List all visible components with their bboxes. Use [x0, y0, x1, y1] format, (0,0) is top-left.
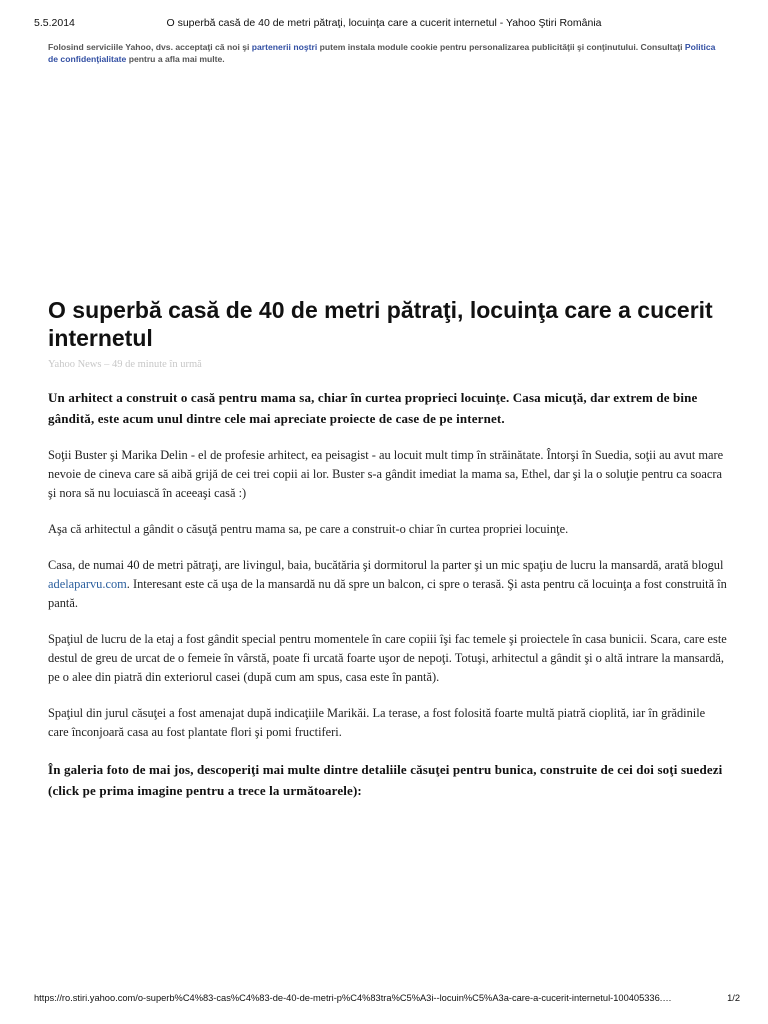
cookie-text: pentru a afla mai multe.	[126, 54, 225, 64]
article-lead: Un arhitect a construit o casă pentru mama sa, chiar în curtea proprieci locuinţe. Casa micuţă, dar extrem de bine gândită, este acum unul dintre cele mai apreciate proiecte de case de pe internet.	[48, 390, 698, 426]
article-byline: Yahoo News – 49 de minute în urmă	[48, 359, 202, 370]
privacy-policy-link[interactable]: Politica de confidenţialitate	[48, 42, 716, 64]
article-paragraph	[48, 556, 728, 613]
print-date: 5.5.2014	[34, 17, 75, 29]
page-url: https://ro.stiri.yahoo.com/o-superb%C4%83-cas%C4%83-de-40-de-metri-p%C4%83tra%C5%A3i--locuin%C5%A3a-care-a-cucerit-internetul-100405336.…	[34, 993, 672, 1003]
cookie-text: putem instala module cookie pentru personalizarea publicităţii şi conţinutului. Consultaţi	[317, 42, 685, 52]
gallery-intro: În galeria foto de mai jos, descoperiţi mai multe dintre detaliile căsuţei pentru bunica, construite de cei doi soţi suedezi (click pe prima imagine pentru a trece la următoarele):	[48, 762, 723, 798]
paragraph-text: . Interesant este că uşa de la mansardă nu dă spre un balcon, ci spre o terasă. Şi asta pentru că locuinţa a fost construită în pantă.	[48, 577, 727, 610]
paragraph-text: Casa, de numai 40 de metri pătraţi, are livingul, baia, bucătăria şi dormitorul la parter şi un mic spaţiu de lucru la mansardă, arată blogul	[48, 558, 724, 572]
blog-link[interactable]: adelaparvu.com	[48, 577, 127, 591]
article-paragraph: Soţii Buster şi Marika Delin - el de profesie arhitect, ea peisagist - au locuit mult timp în străinătate. Întorşi în Suedia, soţii au avut mare nevoie de cineva care să aibă grijă de cei trei copii ai lor. Buster s-a gândit imediat la mama sa, Ethel, dar şi la o soluţie pentru ca soacra şi nora să nu locuiască în aceeaşi casă :)	[48, 448, 724, 500]
article-title: O superbă casă de 40 de metri pătraţi, locuinţa care a cucerit internetul	[48, 297, 713, 351]
partners-link[interactable]: partenerii noştri	[251, 42, 318, 52]
print-page-title: O superbă casă de 40 de metri pătraţi, locuinţa care a cucerit internetul - Yahoo Ştiri România	[166, 17, 602, 29]
article-paragraph: Spaţiul de lucru de la etaj a fost gândit special pentru momentele în care copiii îşi fac temele şi proiectele în casa bunicii. Scara, care este destul de greu de urcat de o femeie în vârstă, poate fi urcată foarte uşor de nepoţi. Totuşi, arhitectul a gândit şi o altă intrare la mansardă, pe o alee din piatră din exteriorul casei (după cum am spus, casa este în pantă).	[48, 632, 727, 684]
article-body	[48, 387, 728, 818]
cookie-text: Folosind serviciile Yahoo, dvs. acceptaţi că noi şi	[48, 42, 252, 52]
cookie-notice	[48, 41, 720, 65]
article-paragraph: Aşa că arhitectul a gândit o căsuţă pentru mama sa, pe care a construit-o chiar în curtea propriei locuinţe.	[48, 522, 569, 536]
page-number: 1/2	[727, 993, 740, 1003]
article-paragraph: Spaţiul din jurul căsuţei a fost amenajat după indicaţiile Marikăi. La terase, a fost folosită foarte multă piatră cioplită, iar în grădinile care înconjoară casa au fost plantate flori şi pomi fructiferi.	[48, 706, 706, 739]
